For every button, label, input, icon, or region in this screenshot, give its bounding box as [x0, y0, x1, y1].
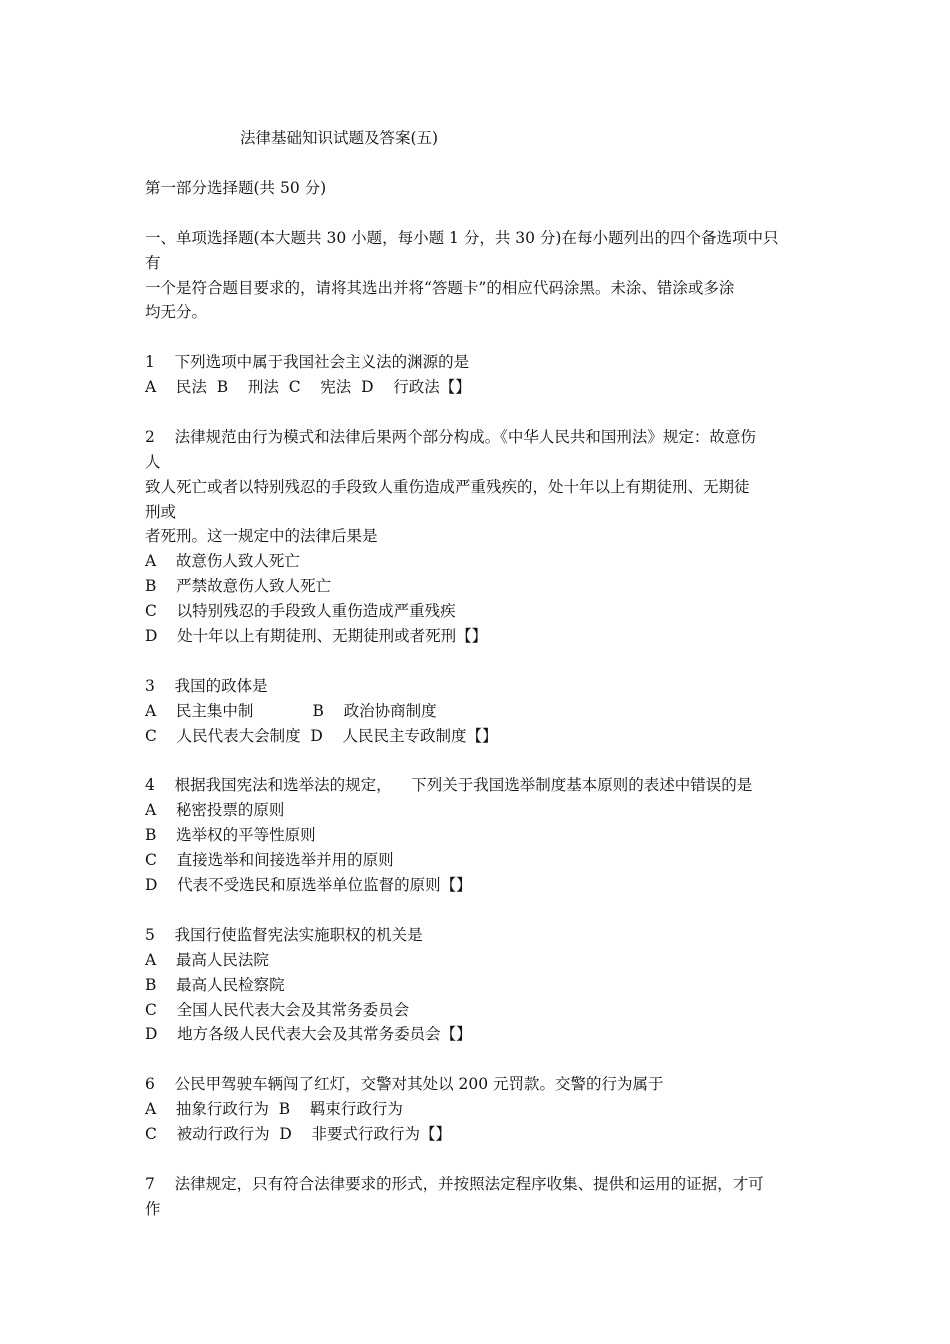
- page-title: 法律基础知识试题及答案(五): [240, 129, 439, 147]
- question-5-option-b: B 最高人民检察院: [145, 976, 285, 994]
- question-2-option-a: A 故意伤人致人死亡: [145, 552, 300, 570]
- instructions-line: 一个是符合题目要求的，请将其选出并将“答题卡”的相应代码涂黑。未涂、错涂或多涂: [145, 279, 735, 297]
- part-heading: 第一部分选择题(共 50 分): [145, 179, 327, 197]
- question-5-stem: 5 我国行使监督宪法实施职权的机关是: [145, 926, 423, 944]
- question-2-stem: 致人死亡或者以特别残忍的手段致人重伤造成严重残疾的，处十年以上有期徒刑、无期徒: [145, 478, 750, 496]
- question-4-option-b: B 选举权的平等性原则: [145, 826, 316, 844]
- question-3-stem: 3 我国的政体是: [145, 677, 268, 695]
- question-7-stem: 7 法律规定，只有符合法律要求的形式，并按照法定程序收集、提供和运用的证据，才可: [145, 1175, 764, 1193]
- question-4-option-a: A 秘密投票的原则: [145, 801, 285, 819]
- question-4-stem: 4 根据我国宪法和选举法的规定， 下列关于我国选举制度基本原则的表述中错误的是: [145, 776, 753, 794]
- question-6-options: C 被动行政行为 D 非要式行政行为【】: [145, 1125, 452, 1143]
- question-5-option-d: D 地方各级人民代表大会及其常务委员会【】: [145, 1025, 472, 1043]
- question-3-options: A 民主集中制 B 政治协商制度: [145, 702, 437, 720]
- question-1-options: A 民法 B 刑法 C 宪法 D 行政法【】: [145, 378, 471, 396]
- question-1-stem: 1 下列选项中属于我国社会主义法的渊源的是: [145, 353, 470, 371]
- instructions-line: 一、单项选择题(本大题共 30 小题，每小题 1 分，共 30 分)在每小题列出的四个备选项中只: [145, 229, 779, 247]
- instructions-line: 均无分。: [145, 303, 208, 321]
- question-5-option-a: A 最高人民法院: [145, 951, 269, 969]
- question-6-stem: 6 公民甲驾驶车辆闯了红灯，交警对其处以 200 元罚款。交警的行为属于: [145, 1075, 664, 1093]
- question-2-option-c: C 以特别残忍的手段致人重伤造成严重残疾: [145, 602, 456, 620]
- question-2-option-d: D 处十年以上有期徒刑、无期徒刑或者死刑【】: [145, 627, 488, 645]
- question-6-options: A 抽象行政行为 B 羁束行政行为: [145, 1100, 403, 1118]
- question-5-option-c: C 全国人民代表大会及其常务委员会: [145, 1001, 410, 1019]
- question-2-stem: 2 法律规范由行为模式和法律后果两个部分构成。《中华人民共和国刑法》规定：故意伤: [145, 428, 756, 446]
- question-4-option-d: D 代表不受选民和原选举单位监督的原则【】: [145, 876, 472, 894]
- question-2-stem: 人: [145, 453, 161, 471]
- instructions-line: 有: [145, 254, 161, 272]
- question-2-option-b: B 严禁故意伤人致人死亡: [145, 577, 332, 595]
- question-2-stem: 刑或: [145, 503, 177, 521]
- question-2-stem: 者死刑。这一规定中的法律后果是: [145, 527, 378, 545]
- question-7-stem: 作: [145, 1200, 161, 1218]
- question-4-option-c: C 直接选举和间接选举并用的原则: [145, 851, 394, 869]
- question-3-options: C 人民代表大会制度 D 人民民主专政制度【】: [145, 727, 498, 745]
